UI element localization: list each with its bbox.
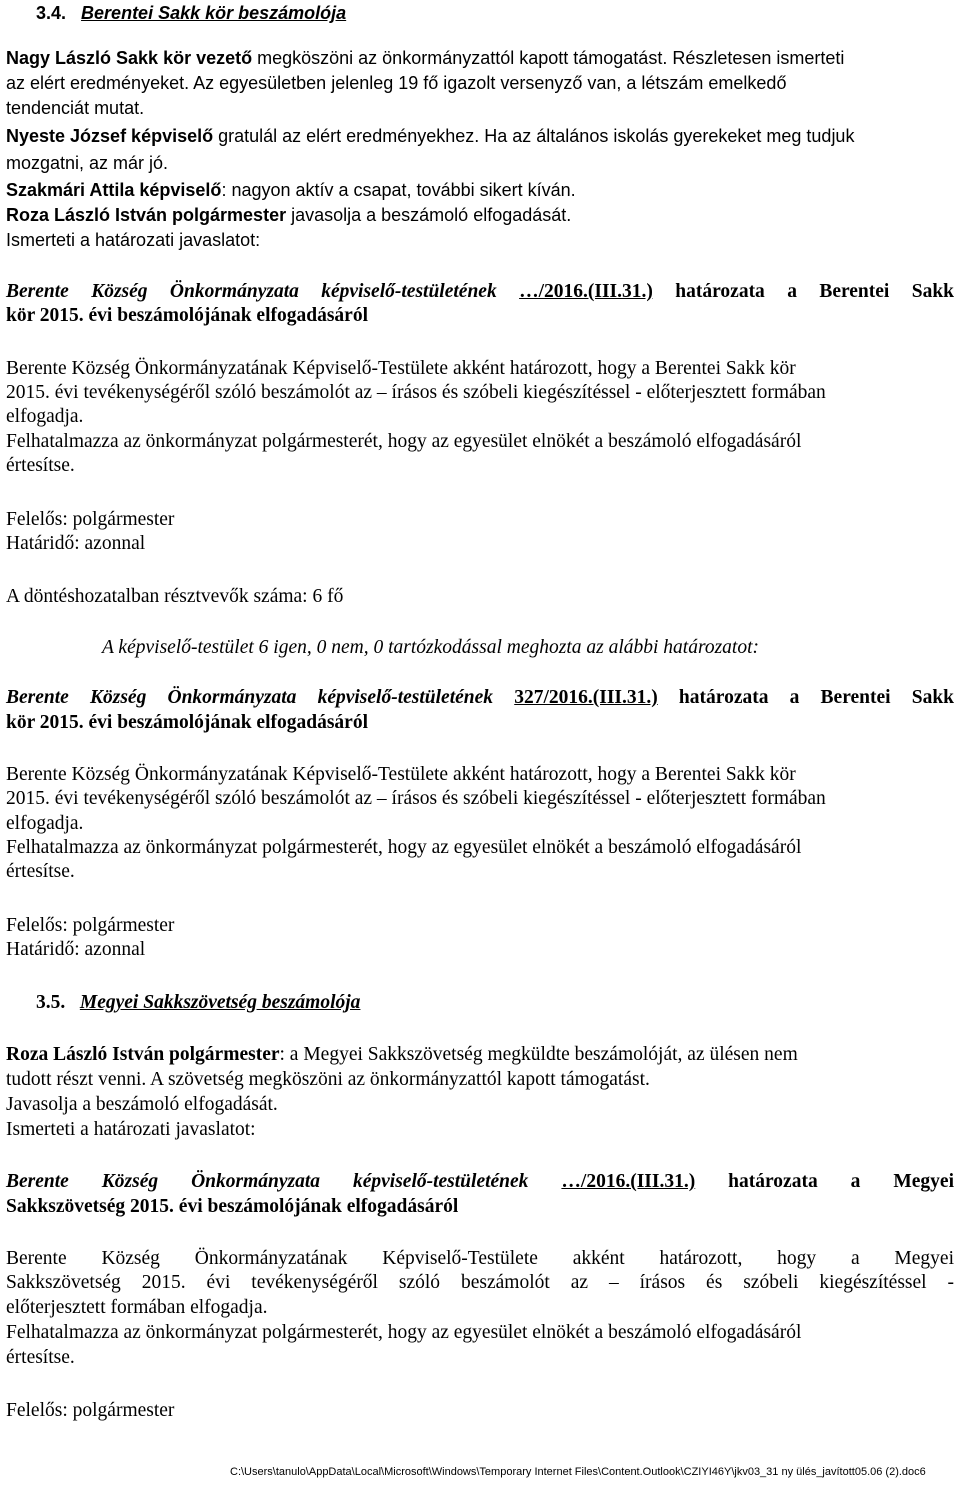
resolution-number: …/2016.(III.31.) bbox=[519, 281, 653, 302]
section-number: 3.4. bbox=[36, 3, 67, 23]
paragraph-text: megköszöni az önkormányzattól kapott támogatást. Részletesen ismerteti bbox=[252, 48, 845, 68]
paragraph-line bbox=[6, 178, 576, 202]
resolution-body-line: elfogadja. bbox=[6, 813, 84, 834]
section-heading-3-5 bbox=[36, 991, 360, 1015]
paragraph-line: Javasolja a beszámoló elfogadását. bbox=[6, 1094, 278, 1115]
resolution-body-line: értesítse. bbox=[6, 455, 75, 476]
resolution-body-line: Sakkszövetség 2015. évi tevékenységéről szóló beszámolót az – írásos és szóbeli kiegészítéssel - bbox=[6, 1272, 954, 1293]
resolution-body-line: 2015. évi tevékenységéről szóló beszámolót az – írásos és szóbeli kiegészítéssel - előterjesztett formában bbox=[6, 382, 826, 403]
resolution-title bbox=[6, 280, 954, 304]
speaker-name: Szakmári Attila képviselő bbox=[6, 180, 222, 200]
resolution-issuer: Berente Község Önkormányzata képviselő-testületének bbox=[6, 1171, 529, 1192]
resolution-title bbox=[6, 686, 954, 710]
section-title: Berentei Sakk kör beszámolója bbox=[81, 3, 347, 23]
paragraph-text: javasolja a beszámoló elfogadását. bbox=[286, 205, 572, 225]
speaker-name: Roza László István polgármester bbox=[6, 205, 287, 225]
paragraph-line: tudott részt venni. A szövetség megköszöni az önkormányzattól kapott támogatást. bbox=[6, 1069, 650, 1090]
paragraph-line bbox=[6, 124, 854, 148]
deadline: Határidő: azonnal bbox=[6, 533, 146, 554]
speaker-name: Nagy László Sakk kör vezető bbox=[6, 48, 253, 68]
paragraph-line bbox=[6, 46, 844, 70]
participants-count: A döntéshozatalban résztvevők száma: 6 fő bbox=[6, 586, 344, 607]
resolution-number: 327/2016.(III.31.) bbox=[514, 687, 658, 708]
speaker-name: Roza László István polgármester bbox=[6, 1044, 280, 1065]
section-heading-3-4 bbox=[36, 1, 346, 25]
section-title: Megyei Sakkszövetség beszámolója bbox=[79, 992, 361, 1013]
resolution-issuer: Berente Község Önkormányzata képviselő-testületének bbox=[6, 281, 497, 302]
resolution-body-line: előterjesztett formában elfogadja. bbox=[6, 1297, 268, 1318]
resolution-subject: határozata a Berentei Sakk bbox=[657, 687, 955, 708]
resolution-body-line: értesítse. bbox=[6, 1347, 75, 1368]
paragraph-line: Ismerteti a határozati javaslatot: bbox=[6, 1119, 256, 1140]
responsible-person: Felelős: polgármester bbox=[6, 1400, 175, 1421]
resolution-title-line: Sakkszövetség 2015. évi beszámolójának elfogadásáról bbox=[6, 1196, 459, 1217]
speaker-name: Nyeste József képviselő bbox=[6, 126, 214, 146]
resolution-title bbox=[6, 1170, 954, 1194]
resolution-title-line: kör 2015. évi beszámolójának elfogadásáról bbox=[6, 712, 369, 733]
paragraph-line bbox=[6, 1043, 798, 1067]
resolution-body-line: 2015. évi tevékenységéről szóló beszámolót az – írásos és szóbeli kiegészítéssel - előterjesztett formában bbox=[6, 788, 826, 809]
responsible-person: Felelős: polgármester bbox=[6, 915, 175, 936]
paragraph-line: tendenciát mutat. bbox=[6, 98, 145, 118]
file-path-footer: C:\Users\tanulo\AppData\Local\Microsoft\Windows\Temporary Internet Files\Content.Outlook\CZIYI46Y\jkv03_31 ny ülés_javított05.06 (2).doc6 bbox=[230, 1466, 926, 1478]
paragraph-line: Ismerteti a határozati javaslatot: bbox=[6, 230, 261, 250]
paragraph-text: : nagyon aktív a csapat, további sikert kíván. bbox=[221, 180, 576, 200]
vote-result: A képviselő-testület 6 igen, 0 nem, 0 tartózkodással meghozta az alábbi határozatot: bbox=[102, 637, 759, 658]
paragraph-line: az elért eredményeket. Az egyesületben jelenleg 19 fő igazolt versenyző van, a létszám emelkedő bbox=[6, 73, 787, 93]
resolution-body-line: Felhatalmazza az önkormányzat polgármesterét, hogy az egyesület elnökét a beszámoló elfogadásáról bbox=[6, 1322, 802, 1343]
resolution-body-line: Berente Község Önkormányzatának Képviselő-Testülete akként határozott, hogy a Megyei bbox=[6, 1248, 954, 1269]
resolution-subject: határozata a Megyei bbox=[695, 1171, 954, 1192]
paragraph-text: : a Megyei Sakkszövetség megküldte beszámolóját, az ülésen nem bbox=[279, 1044, 798, 1065]
responsible-person: Felelős: polgármester bbox=[6, 509, 175, 530]
deadline: Határidő: azonnal bbox=[6, 939, 146, 960]
resolution-body-line: Berente Község Önkormányzatának Képviselő-Testülete akként határozott, hogy a Berentei Sakk kör bbox=[6, 358, 796, 379]
resolution-body-line: Berente Község Önkormányzatának Képviselő-Testülete akként határozott, hogy a Berentei Sakk kör bbox=[6, 764, 796, 785]
resolution-subject: határozata a Berentei Sakk bbox=[652, 281, 955, 302]
paragraph-text: gratulál az elért eredményekhez. Ha az általános iskolás gyerekeket meg tudjuk bbox=[213, 126, 855, 146]
paragraph-line: mozgatni, az már jó. bbox=[6, 153, 169, 173]
resolution-number: …/2016.(III.31.) bbox=[561, 1171, 696, 1192]
resolution-body-line: értesítse. bbox=[6, 861, 75, 882]
section-number: 3.5. bbox=[36, 992, 66, 1013]
resolution-body-line: Felhatalmazza az önkormányzat polgármesterét, hogy az egyesület elnökét a beszámoló elfogadásáról bbox=[6, 837, 802, 858]
resolution-title-line: kör 2015. évi beszámolójának elfogadásáról bbox=[6, 305, 369, 326]
resolution-issuer: Berente Község Önkormányzata képviselő-testületének bbox=[6, 687, 494, 708]
resolution-body-line: elfogadja. bbox=[6, 406, 84, 427]
resolution-body-line: Felhatalmazza az önkormányzat polgármesterét, hogy az egyesület elnökét a beszámoló elfogadásáról bbox=[6, 431, 802, 452]
paragraph-line bbox=[6, 203, 571, 227]
